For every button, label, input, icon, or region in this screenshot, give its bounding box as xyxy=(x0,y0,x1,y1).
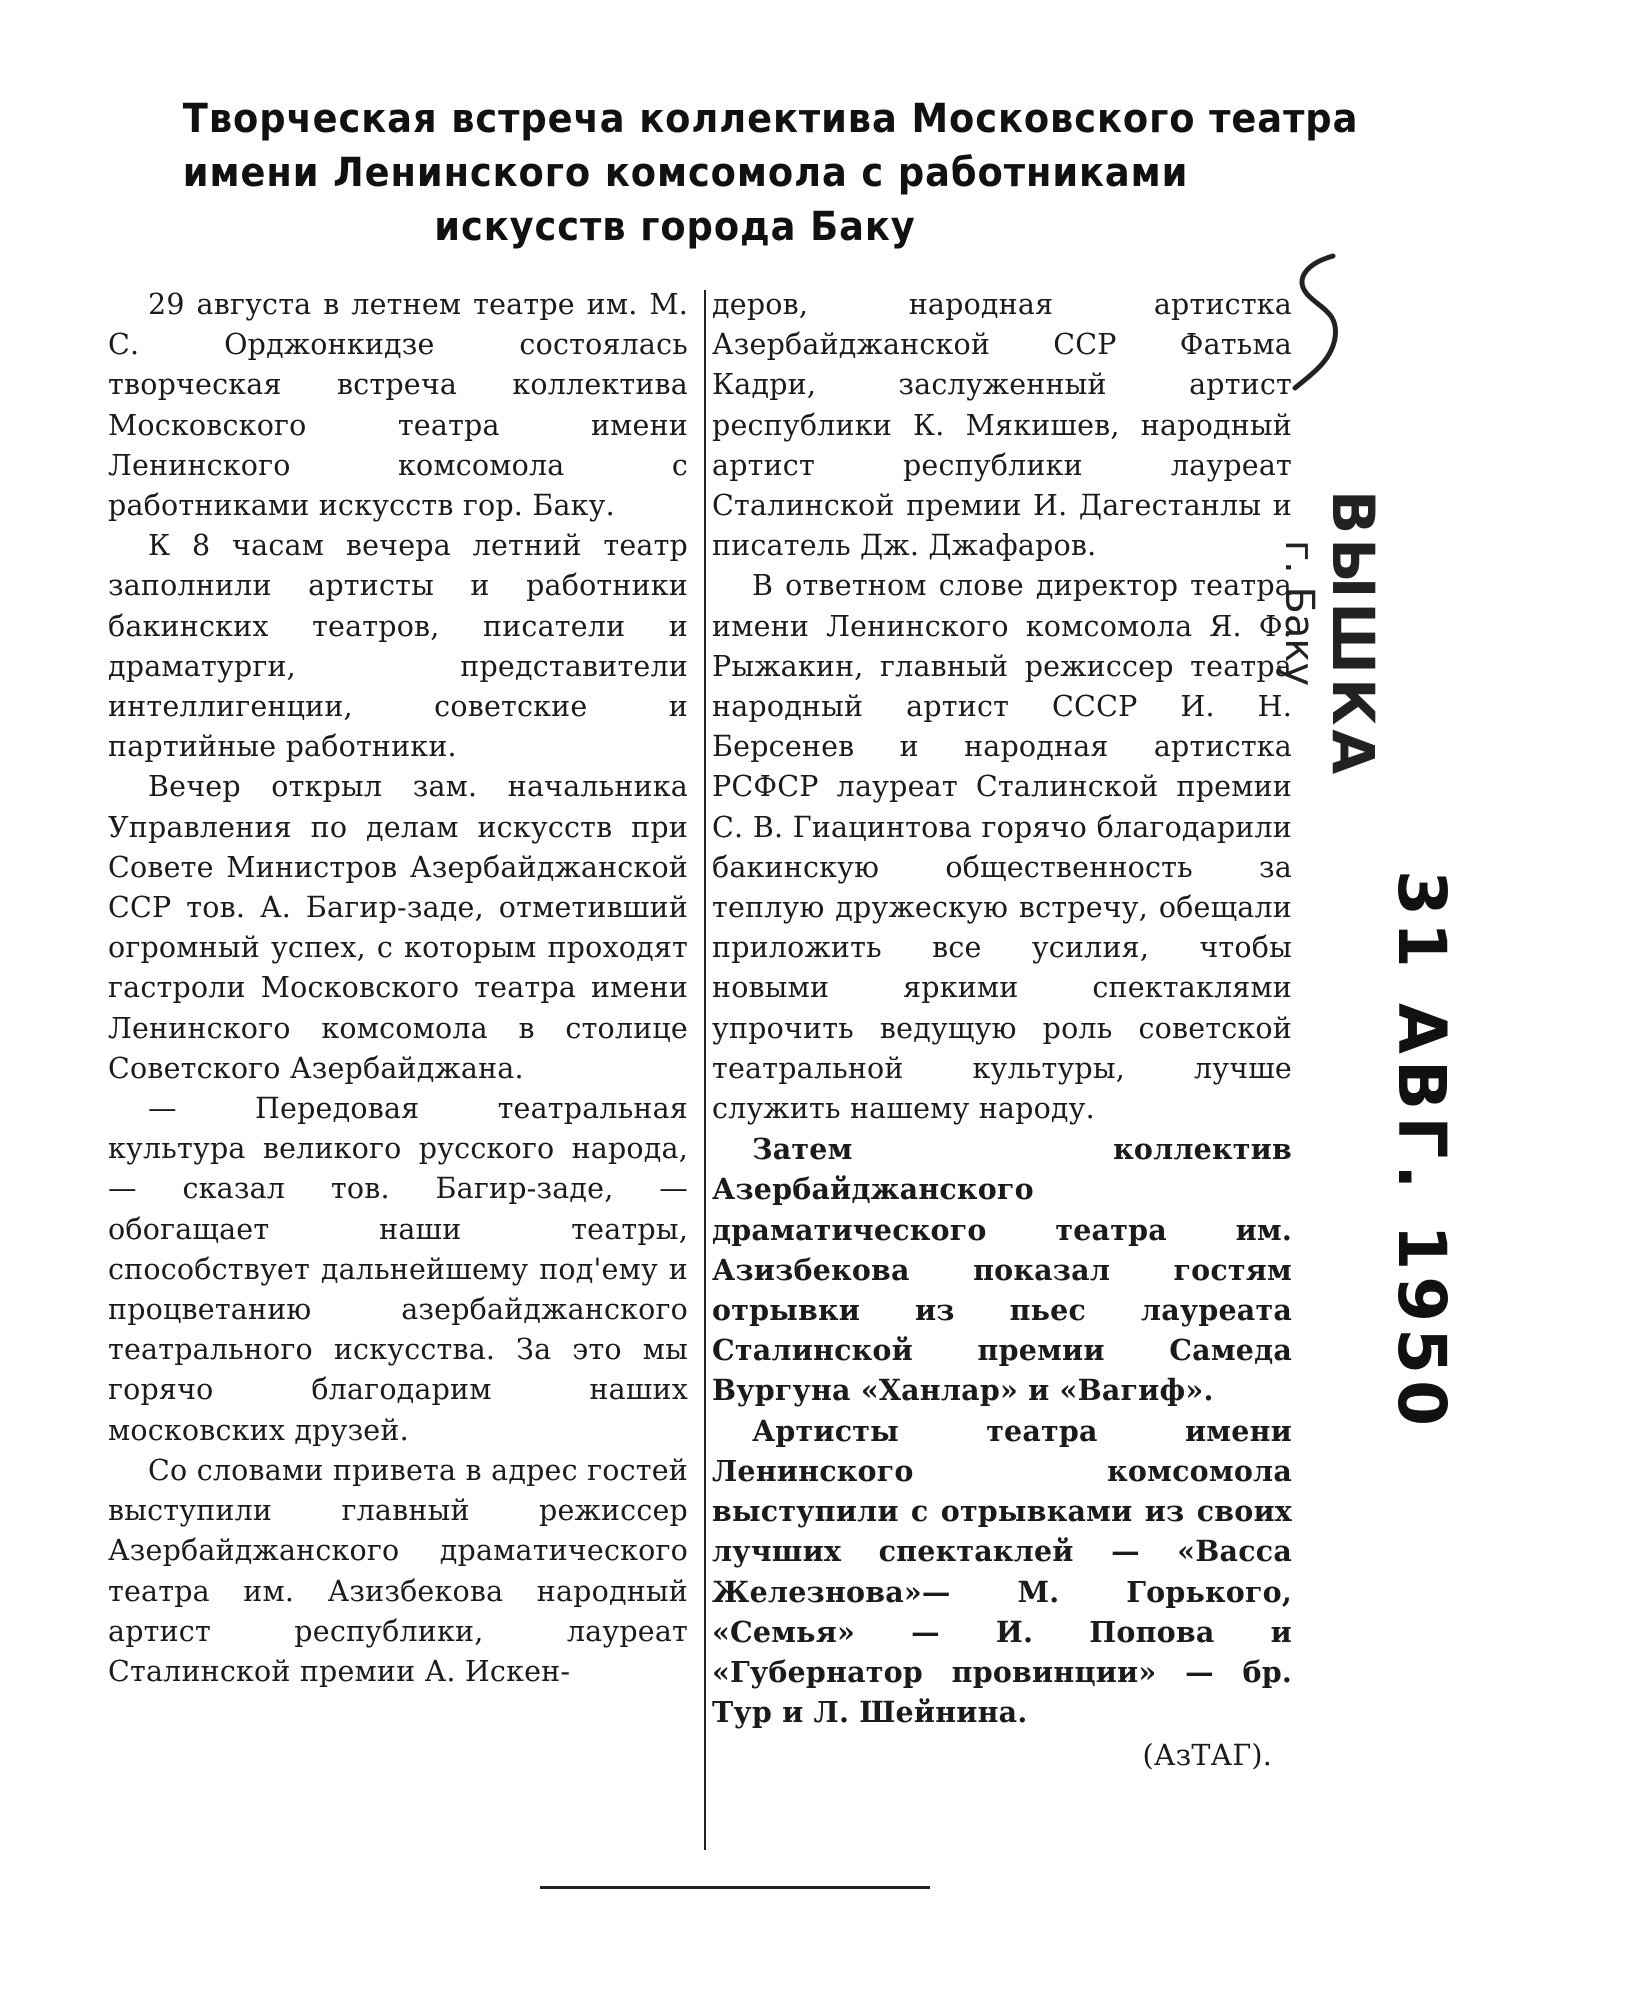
paragraph-artists: Артисты театра имени Ленинского комсомола выступили с отрывками из своих лучших спектаклей — «Васса Железнова»— М. Горького, «Семья» — И. Попова и «Губернатор провинции» — бр. Тур и Л. Шейнина. xyxy=(712,1413,1292,1730)
column-divider xyxy=(704,290,706,1850)
stamp-city: г. Баку xyxy=(1276,540,1322,687)
newspaper-stamp xyxy=(1165,490,1387,779)
bottom-rule xyxy=(540,1886,930,1889)
paragraph-greetings: Со словами привета в адрес гостей выступили главный режиссер Азербайджанского драматического театра им. Азизбекова народный артист республики, лауреат Сталинской премии А. Искен- xyxy=(108,1453,688,1688)
paragraph-quote: — Передовая театральная культура великого русского народа,— сказал тов. Багир-заде, — обогащает наши театры, способствует дальнейшему под'ему и процветанию азербайджанского театрального искусства. За это мы горячо благодарим наших московских друзей. xyxy=(108,1092,688,1447)
stamp-paper-name: ВЫШКА xyxy=(1319,490,1387,779)
headline-line-2: имени Ленинского комсомола с работниками xyxy=(182,150,1189,196)
paragraph-evening-opened: Вечер открыл зам. начальника Управления по делам искусств при Совете Министров Азербайджанской ССР тов. А. Багир-заде, отметивший огромный успех, с которым проходят гастроли Московского театра имени Ленинского комсомола в столице Советского Азербайджана. xyxy=(108,770,688,1085)
paragraph-response: В ответном слове директор театра имени Ленинского комсомола Я. Ф. Рыжакин, главный режиссер театра народный артист СССР И. Н. Берсенев и народная артистка РСФСР лауреат Сталинской премии С. В. Гиацинтова горячо благодарили бакинскую общественность за теплую дружескую встречу, обещали приложить все усилия, чтобы новыми яркими спектаклями упрочить ведущую роль советской театральной культуры, лучше служить нашему народу. xyxy=(712,569,1292,1126)
headline-line-1: Творческая встреча коллектива Московского театра xyxy=(182,96,1359,142)
headline-line-3: искусств города Баку xyxy=(434,204,916,250)
handwritten-mark-icon xyxy=(1285,250,1345,400)
paragraph-greetings-continued: деров, народная артистка Азербайджанской ССР Фатьма Кадри, заслуженный артист республики К. Мякишев, народный артист республики лауреат Сталинской премии И. Дагестанлы и писатель Дж. Джафаров. xyxy=(712,288,1292,563)
stamp-date: 31 АВГ. 1950 xyxy=(1383,870,1460,1433)
paragraph-performance: Затем коллектив Азербайджанского драматического театра им. Азизбекова показал гостям отрывки из пьес лауреата Сталинской премии Самеда Вургуна «Ханлар» и «Вагиф». xyxy=(712,1132,1292,1408)
headline xyxy=(182,92,1359,254)
agency-signature: (АзТАГ). xyxy=(1142,1739,1272,1773)
paragraph-opening: 29 августа в летнем театре им. М. С. Орджонкидзе состоялась творческая встреча коллектива Московского театра имени Ленинского комсомола с работниками искусств гор. Баку. xyxy=(108,288,688,523)
left-column xyxy=(108,285,688,1692)
paragraph-audience: К 8 часам вечера летний театр заполнили артисты и работники бакинских театров, писатели и драматурги, представители интеллигенции, советские и партийные работники. xyxy=(108,529,688,764)
